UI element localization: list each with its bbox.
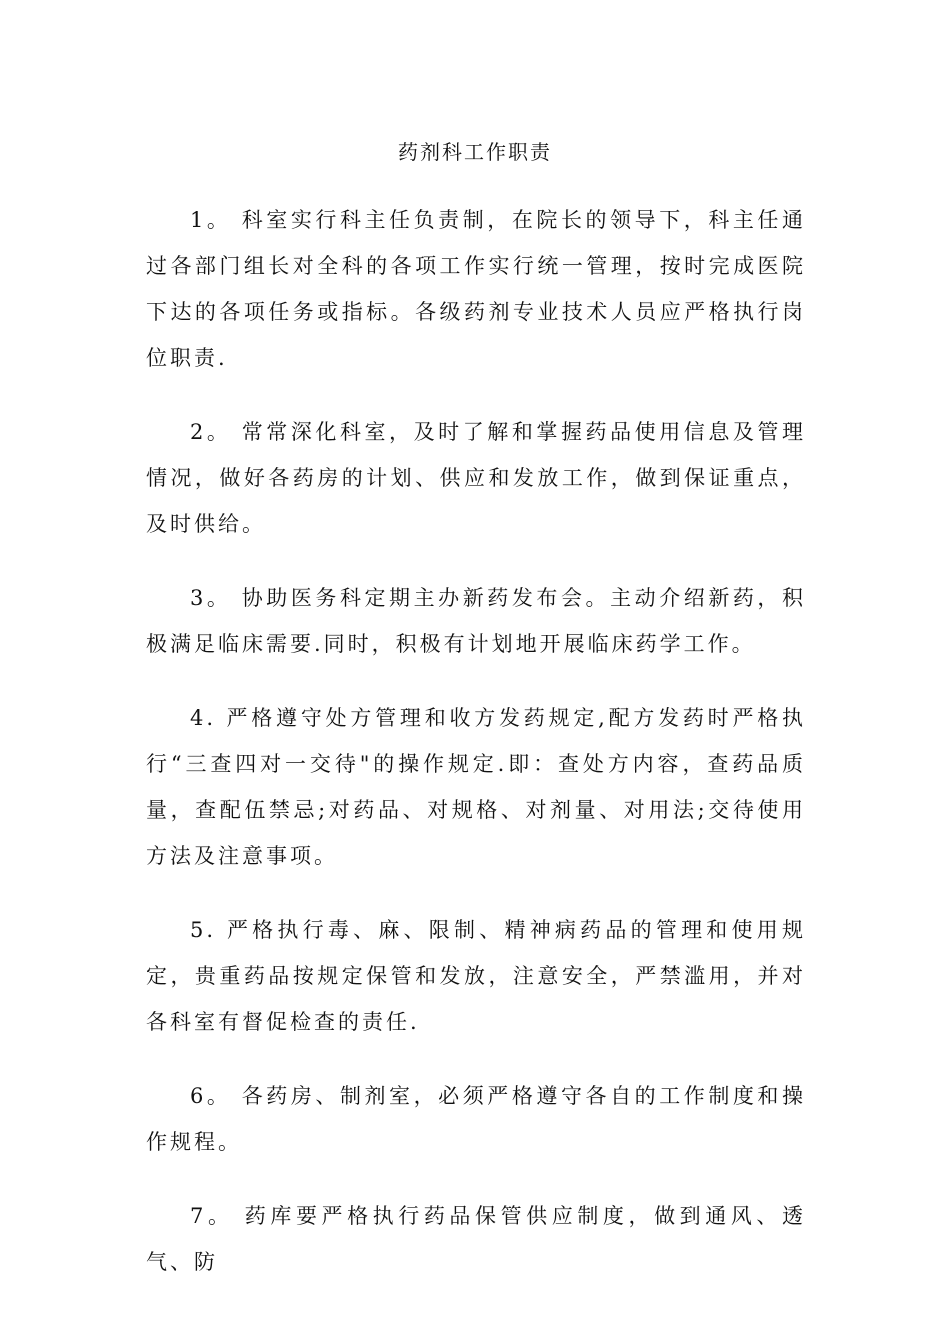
paragraph-3: 3。 协助医务科定期主办新药发布会。主动介绍新药，积极满足临床需要.同时，积极有计划地开展临床药学工作。 (146, 586, 806, 656)
paragraph-2: 2。 常常深化科室，及时了解和掌握药品使用信息及管理情况，做好各药房的计划、供应和发放工作，做到保证重点，及时供给。 (146, 420, 806, 536)
paragraph-5: 5. 严格执行毒、麻、限制、精神病药品的管理和使用规定，贵重药品按规定保管和发放，注意安全，严禁滥用，并对各科室有督促检查的责任. (146, 918, 806, 1034)
paragraph-7: 7。 药库要严格执行药品保管供应制度，做到通风、透气、防 (146, 1204, 806, 1274)
paragraph-6: 6。 各药房、制剂室，必须严格遵守各自的工作制度和操作规程。 (146, 1084, 806, 1154)
document-body (146, 197, 806, 1313)
document-title: 药剂科工作职责 (398, 140, 552, 164)
paragraph-1: 1。 科室实行科主任负责制，在院长的领导下，科主任通过各部门组长对全科的各项工作实行统一管理，按时完成医院下达的各项任务或指标。各级药剂专业技术人员应严格执行岗位职责. (146, 208, 806, 370)
paragraph-4: 4. 严格遵守处方管理和收方发药规定,配方发药时严格执行“三查四对一交待"的操作规定.即：查处方内容，查药品质量，查配伍禁忌;对药品、对规格、对剂量、对用法;交待使用方法及注意事项。 (146, 706, 806, 868)
